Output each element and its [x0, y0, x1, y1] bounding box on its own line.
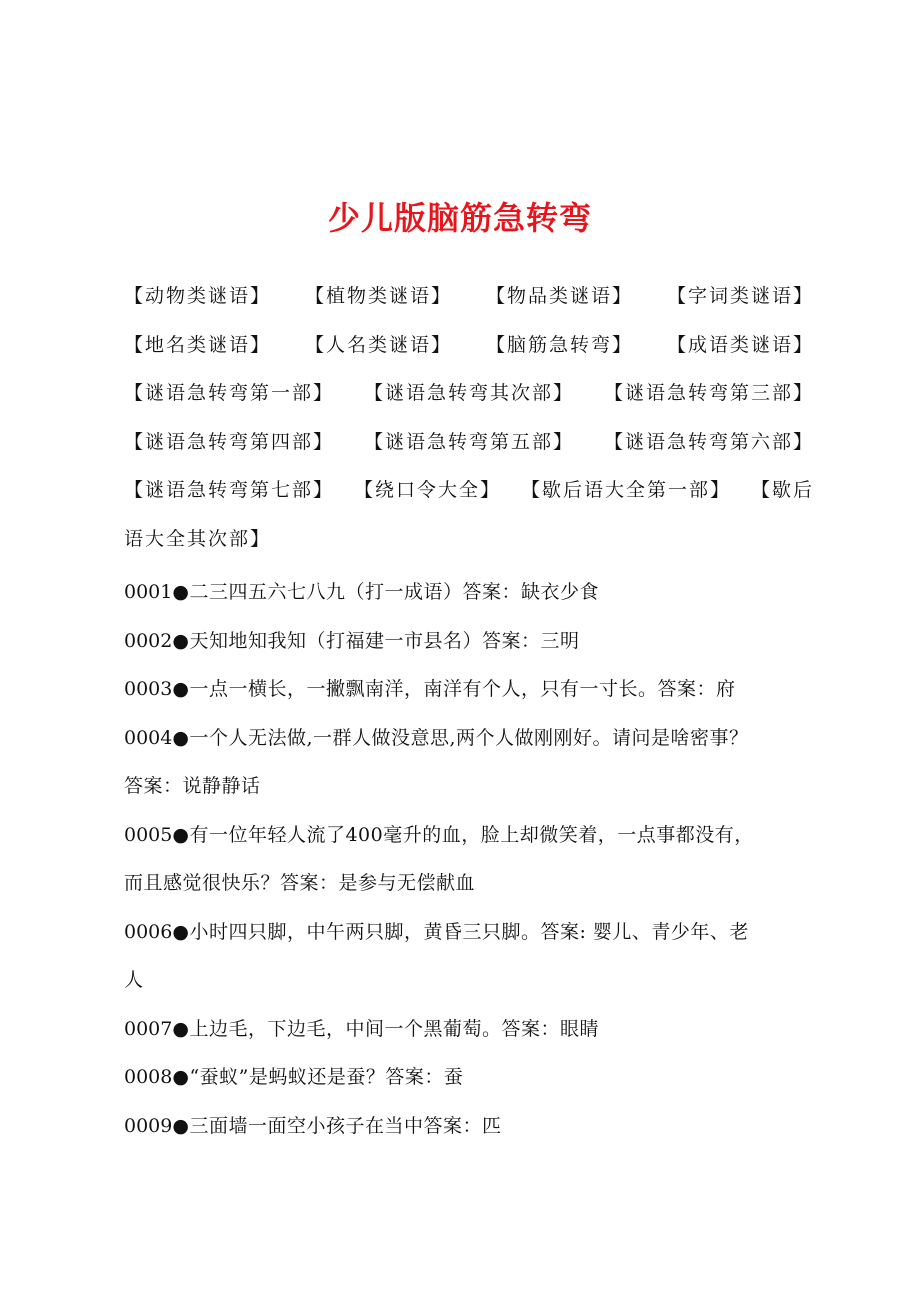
riddle-number: 0005: [124, 823, 173, 846]
link-xiehouyu-part-2-cont[interactable]: 语大全其次部】: [124, 527, 272, 550]
riddle-answer: 而且感觉很快乐？答案：是参与无偿献血: [124, 872, 476, 894]
riddle-text: ●“蚕蚁”是蚂蚁还是蚕？答案：蚕: [172, 1066, 464, 1088]
link-teaser-part-4[interactable]: 【谜语急转弯第四部】: [124, 430, 335, 453]
link-teaser-part-1[interactable]: 【谜语急转弯第一部】: [124, 382, 335, 404]
riddle-number: 0008: [124, 1066, 173, 1088]
riddle-text: ●上边毛，下边毛，中间一个黑葡萄。答案：眼睛: [172, 1017, 599, 1040]
link-teaser-part-2[interactable]: 【谜语急转弯其次部】: [363, 382, 574, 404]
riddle-entry: [124, 908, 814, 1005]
riddle-entry: [124, 811, 814, 908]
riddle-entry: [124, 1102, 814, 1151]
category-links: [124, 278, 814, 569]
riddle-text: ●一个人无法做,一群人做没意思,两个人做刚刚好。请问是啥密事？: [172, 726, 749, 749]
riddle-entry: [124, 568, 814, 617]
riddle-number: 0001: [124, 581, 173, 603]
link-teaser-part-7[interactable]: 【谜语急转弯第七部】: [124, 479, 335, 501]
riddle-list: [124, 568, 814, 1150]
riddle-entry: [124, 665, 814, 714]
riddle-answer: 答案：说静静话: [124, 775, 261, 797]
riddle-entry: [124, 714, 814, 811]
riddle-entry: [124, 617, 814, 666]
link-row: [124, 424, 814, 473]
link-person-riddles[interactable]: 【人名类谜语】: [304, 333, 452, 356]
riddle-answer: 人: [124, 969, 144, 991]
riddle-text: ●一点一横长，一撇飘南洋，南洋有个人，只有一寸长。答案：府: [172, 678, 736, 700]
riddle-number: 0002: [124, 629, 173, 652]
link-teaser-part-3[interactable]: 【谜语急转弯第三部】: [603, 382, 814, 404]
link-row: [124, 278, 814, 327]
link-place-riddles[interactable]: 【地名类谜语】: [124, 333, 272, 356]
riddle-number: 0006: [124, 920, 173, 943]
page-title: 少儿版脑筋急转弯: [327, 199, 592, 237]
link-tongue-twisters[interactable]: 【绕口令大全】: [353, 479, 501, 501]
link-xiehouyu-part-2[interactable]: 【歇后: [750, 479, 814, 501]
link-animal-riddles[interactable]: 【动物类谜语】: [124, 285, 272, 307]
riddle-text: ●有一位年轻人流了400毫升的血，脸上却微笑着，一点事都没有，: [172, 823, 754, 846]
link-plant-riddles[interactable]: 【植物类谜语】: [304, 285, 452, 307]
link-object-riddles[interactable]: 【物品类谜语】: [485, 285, 633, 307]
link-idiom-riddles[interactable]: 【成语类谜语】: [666, 333, 814, 356]
riddle-entry: [124, 1053, 814, 1102]
riddle-number: 0007: [124, 1017, 173, 1040]
link-teaser-part-6[interactable]: 【谜语急转弯第六部】: [603, 430, 814, 453]
link-brain-teasers[interactable]: 【脑筋急转弯】: [485, 333, 633, 356]
riddle-number: 0004: [124, 726, 173, 749]
riddle-text: ●二三四五六七八九（打一成语）答案：缺衣少食: [172, 581, 599, 603]
link-row: [124, 375, 814, 424]
link-row: [124, 472, 814, 521]
link-word-riddles[interactable]: 【字词类谜语】: [666, 285, 814, 307]
link-teaser-part-5[interactable]: 【谜语急转弯第五部】: [363, 430, 574, 453]
link-row: [124, 327, 814, 376]
riddle-text: ●三面墙一面空小孩子在当中答案：匹: [172, 1114, 502, 1137]
riddle-text: ●天知地知我知（打福建一市县名）答案：三明: [172, 629, 580, 652]
riddle-text: ●小时四只脚，中午两只脚，黄昏三只脚。答案: 婴儿、青少年、老: [172, 920, 749, 943]
riddle-number: 0009: [124, 1114, 173, 1137]
link-row: [124, 521, 814, 570]
riddle-number: 0003: [124, 678, 173, 700]
link-xiehouyu-part-1[interactable]: 【歇后语大全第一部】: [520, 479, 731, 501]
riddle-entry: [124, 1005, 814, 1054]
